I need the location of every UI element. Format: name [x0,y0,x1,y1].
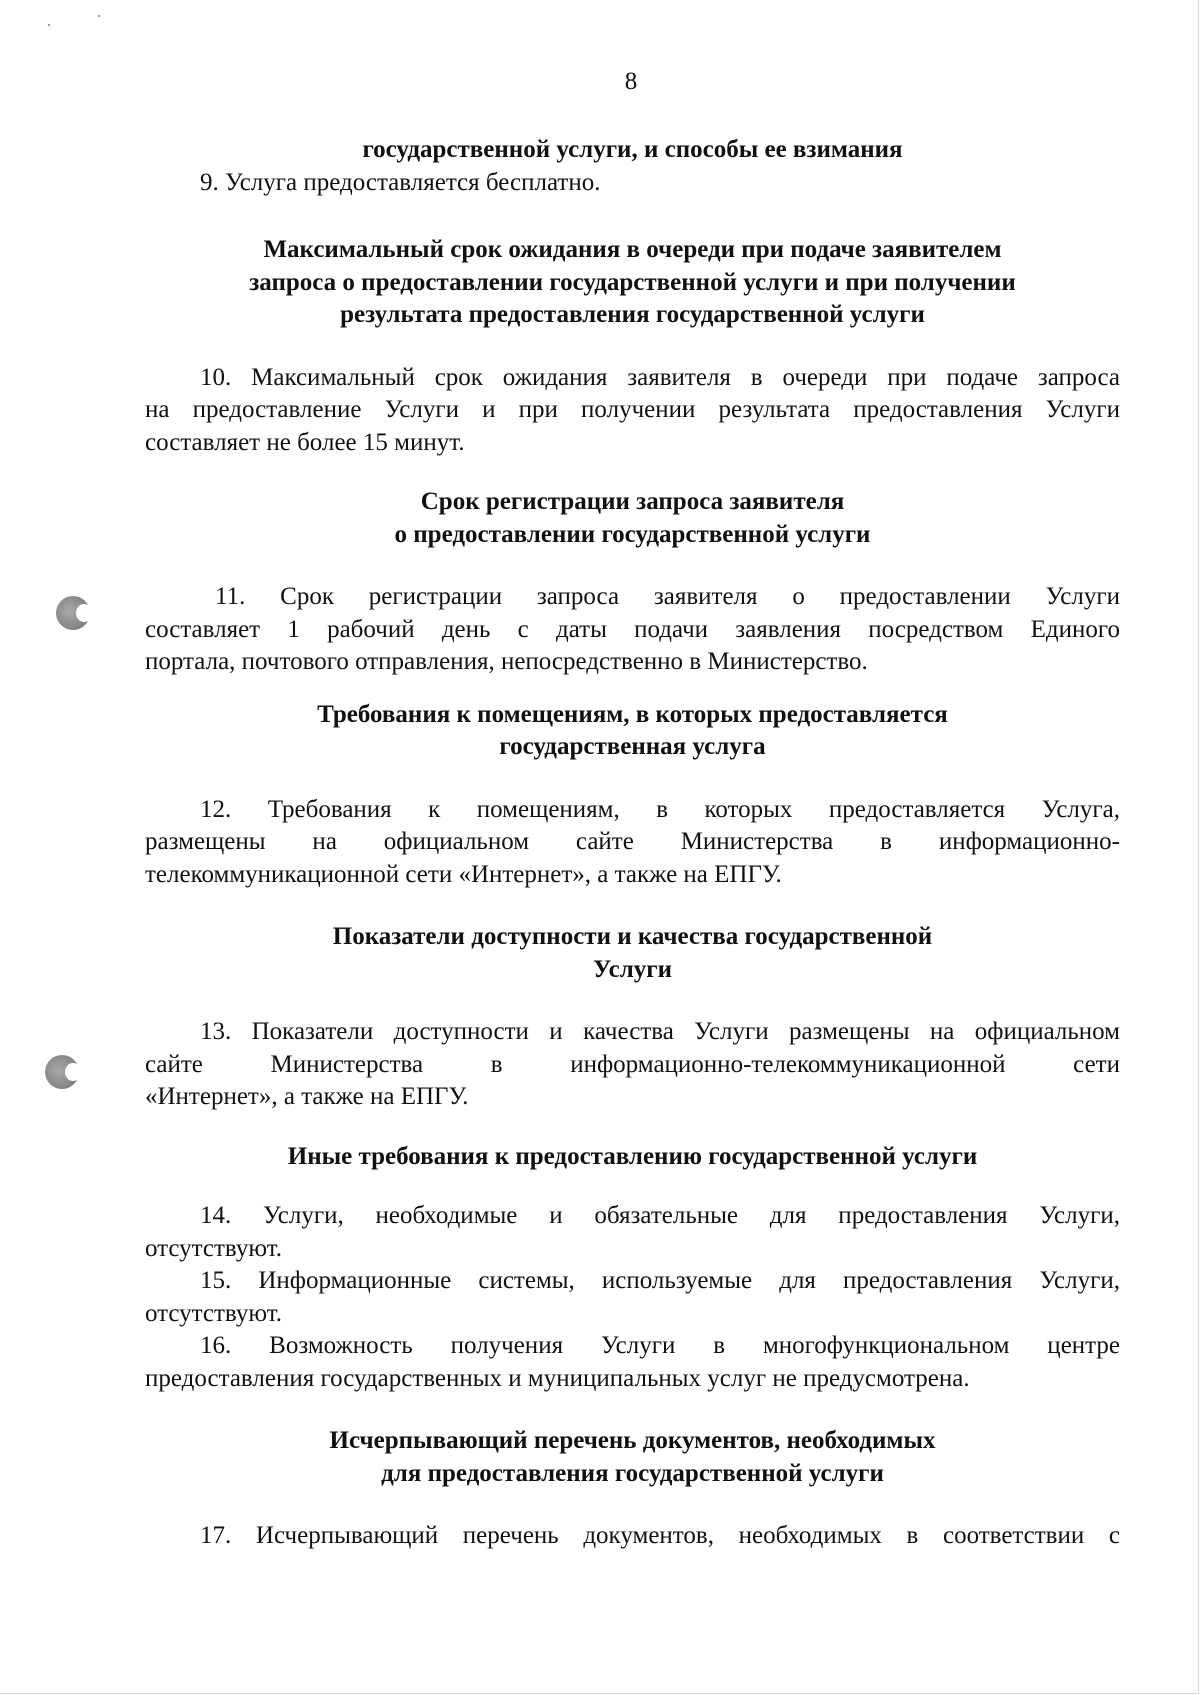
paragraph-line: сайте Министерства в информационно-телекоммуникационной сети [145,1050,1120,1078]
heading-line: Услуги [592,955,673,983]
heading-line: государственная услуга [499,733,766,760]
paragraph-line: 12. Требования к помещениям, в которых предоставляется Услуга, [200,795,1120,823]
paragraph-12 [145,794,1120,892]
heading-line: государственной услуги, и способы ее взимания [362,136,903,163]
section-heading [145,134,1120,167]
paragraph-10 [145,362,1120,460]
section-heading [145,1425,1120,1490]
section-heading [145,234,1120,332]
paragraph-line: 17. Исчерпывающий перечень документов, необходимых в соответствии с [200,1522,1120,1549]
paragraph-line: 9. Услуга предоставляется бесплатно. [200,168,601,196]
paragraph-line: «Интернет», а также на ЕПГУ. [145,1083,469,1110]
paragraph-line: 11. Срок регистрации запроса заявителя о предоставлении Услуги [215,583,1120,610]
heading-line: Максимальный срок ожидания в очереди при подаче заявителем [263,236,1002,263]
paragraph-line: предоставления государственных и муниципальных услуг не предусмотрена. [145,1364,970,1392]
heading-line: Требования к помещениям, в которых предоставляется [317,700,948,728]
heading-line: Показатели доступности и качества государственной [332,923,933,950]
paragraph-line: размещены на официальном сайте Министерства в информационно- [145,828,1120,855]
heading-line: Иные требования к предоставлению государственной услуги [287,1142,978,1170]
heading-line: результата предоставления государственной услуги [340,301,925,328]
paragraph-line: отсутствуют. [145,1234,283,1262]
heading-line: Исчерпывающий перечень документов, необходимых [329,1427,936,1454]
paragraph-line: 16. Возможность получения Услуги в многофункциональном центре [200,1332,1120,1359]
paragraph-line: составляет 1 рабочий день с даты подачи заявления посредством Единого [145,615,1120,643]
scan-speck [48,24,50,26]
page-number: 8 [624,68,638,95]
paragraph-line: 10. Максимальный срок ожидания заявителя в очереди при подаче запроса [200,363,1120,391]
paragraph-14 [145,1200,1120,1265]
paragraph-line: на предоставление Услуги и при получении результата предоставления Услуги [145,396,1120,423]
heading-line: для предоставления государственной услуги [381,1459,884,1487]
scan-speck [98,15,100,17]
paragraph-9 [145,167,1120,200]
heading-line: Срок регистрации запроса заявителя [420,488,845,515]
paragraph-line: телекоммуникационной сети «Интернет», а также на ЕПГУ. [145,860,782,888]
punch-hole-icon [56,596,90,630]
paragraph-11 [145,581,1120,679]
paragraph-line: 15. Информационные системы, используемые для предоставления Услуги, [200,1267,1120,1294]
paragraph-line: отсутствуют. [145,1299,283,1327]
paragraph-15 [145,1265,1120,1330]
punch-hole-icon [45,1055,79,1089]
section-heading [145,921,1120,986]
paragraph-line: портала, почтового отправления, непосредственно в Министерство. [145,648,868,675]
heading-line: о предоставлении государственной услуги [394,520,871,548]
paragraph-13 [145,1016,1120,1114]
section-heading [145,486,1120,551]
paragraph-17 [145,1520,1120,1553]
paragraph-line: 14. Услуги, необходимые и обязательные для предоставления Услуги, [200,1202,1120,1229]
section-heading [145,699,1120,764]
paragraph-line: составляет не более 15 минут. [145,428,465,456]
document-body [145,134,1120,1553]
heading-line: запроса о предоставлении государственной услуги и при получении [249,268,1016,296]
paragraph-line: 13. Показатели доступности и качества Услуги размещены на официальном [200,1018,1120,1045]
section-heading [145,1141,1120,1174]
paragraph-16 [145,1330,1120,1395]
